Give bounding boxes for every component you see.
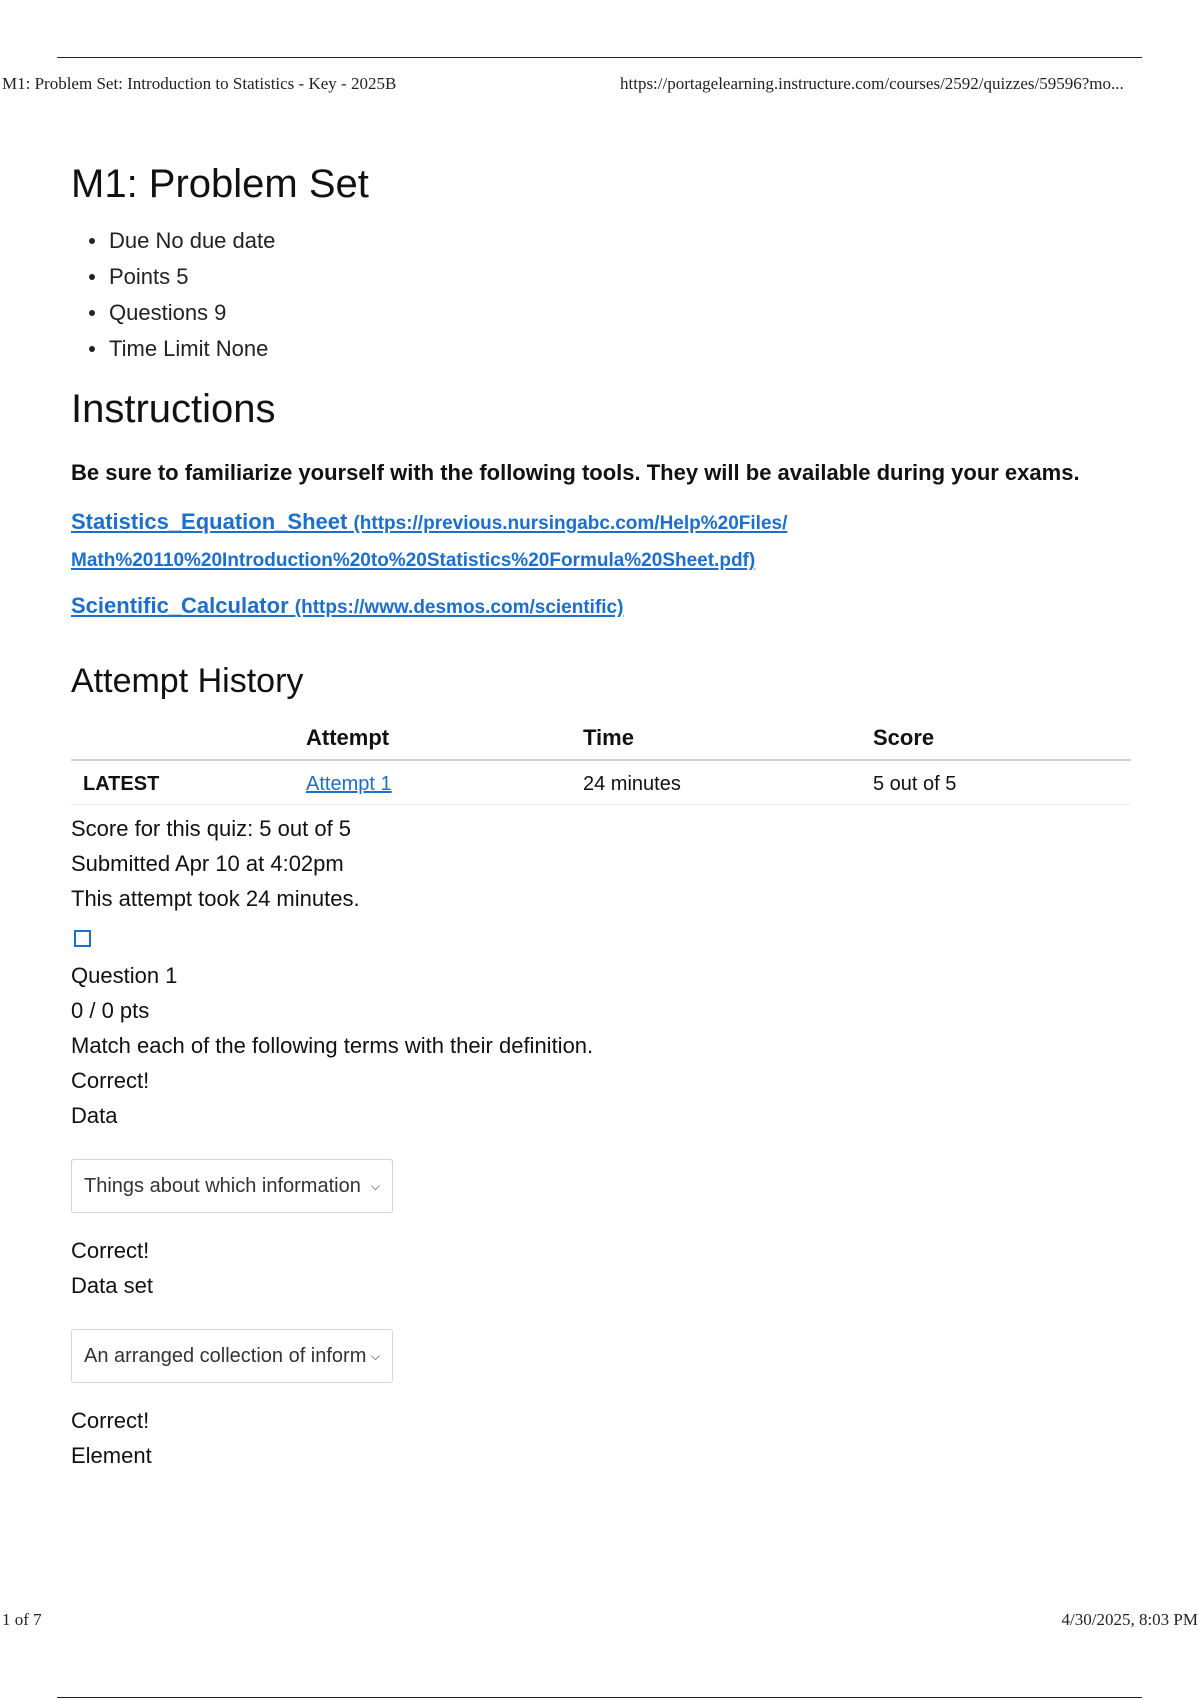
calculator-link-para (71, 588, 1131, 625)
match-select-data[interactable] (71, 1159, 393, 1213)
instructions-heading: Instructions (71, 387, 276, 431)
match-select-data-set-value: An arranged collection of inform (84, 1344, 367, 1367)
print-top-rule (57, 57, 1142, 58)
attempt-history-heading: Attempt History (71, 662, 304, 700)
print-bottom-rule (57, 1697, 1142, 1698)
quiz-content (71, 155, 1131, 1473)
quiz-meta-list (71, 223, 1131, 367)
page-title: M1: Problem Set (71, 162, 369, 206)
meta-questions: Questions 9 (109, 295, 1131, 331)
quiz-score: Score for this quiz: 5 out of 5 (71, 816, 352, 841)
answer-status: Correct! (71, 1408, 150, 1433)
calculator-link-url: (https://www.desmos.com/scientific) (294, 597, 624, 618)
meta-points: Points 5 (109, 259, 1131, 295)
equation-sheet-link-label: Statistics_Equation_Sheet (71, 509, 348, 534)
answer-status: Correct! (71, 1068, 150, 1093)
match-select-data-value: Things about which information (84, 1174, 361, 1197)
print-footer-page: 1 of 7 (2, 1610, 42, 1629)
equation-sheet-link-para (71, 504, 1131, 578)
match-term-data-set: Data set (71, 1273, 153, 1298)
flag-icon[interactable] (74, 930, 91, 947)
attempt-score: 5 out of 5 (873, 760, 1131, 805)
col-header-blank (71, 721, 306, 760)
answer-status: Correct! (71, 1238, 150, 1263)
question-1 (71, 916, 1131, 1473)
meta-time-limit: Time Limit None (109, 331, 1131, 367)
latest-tag: LATEST (71, 760, 306, 805)
instructions-note: Be sure to familiarize yourself with the following tools. They will be available during your exams. (71, 460, 1080, 485)
attempt-duration: This attempt took 24 minutes. (71, 886, 360, 911)
equation-sheet-link[interactable] (71, 509, 787, 571)
match-term-data: Data (71, 1103, 118, 1128)
attempt-history-table (71, 721, 1131, 805)
print-header-url: https://portagelearning.instructure.com/courses/2592/quizzes/59596?mo... (620, 74, 1124, 93)
calculator-link-label: Scientific_Calculator (71, 593, 289, 618)
submitted-time: Submitted Apr 10 at 4:02pm (71, 851, 344, 876)
equation-sheet-link-url: (https://previous.nursingabc.com/Help%20Files/ Math%20110%20Introduction%20to%20Statistics%20Formula%20Sheet.pdf) (71, 513, 788, 571)
attempt-time: 24 minutes (583, 760, 873, 805)
chevron-down-icon: ⌵ (370, 1348, 380, 1363)
calculator-link[interactable] (71, 593, 623, 618)
meta-due: Due No due date (109, 223, 1131, 259)
col-header-score: Score (873, 721, 1131, 760)
print-header-title: M1: Problem Set: Introduction to Statistics - Key - 2025B (2, 74, 397, 93)
col-header-time: Time (583, 721, 873, 760)
match-term-element: Element (71, 1443, 152, 1468)
question-prompt: Match each of the following terms with their definition. (71, 1033, 594, 1058)
col-header-attempt: Attempt (306, 721, 583, 760)
table-row (71, 760, 1131, 805)
attempt-summary (71, 811, 1131, 916)
match-select-data-set[interactable] (71, 1329, 393, 1383)
question-points: 0 / 0 pts (71, 998, 150, 1023)
table-header-row (71, 721, 1131, 760)
print-footer-datetime: 4/30/2025, 8:03 PM (1061, 1610, 1198, 1629)
question-label: Question 1 (71, 963, 178, 988)
attempt-1-link[interactable]: Attempt 1 (306, 773, 392, 795)
chevron-down-icon: ⌵ (370, 1178, 380, 1193)
